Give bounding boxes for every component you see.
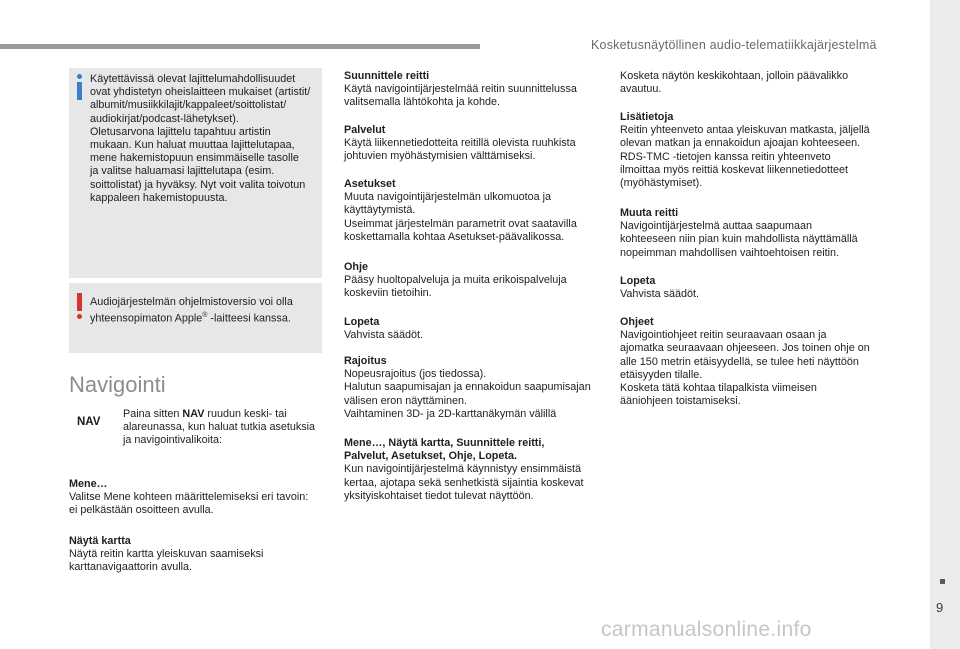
watermark: carmanualsonline.info [601, 618, 812, 641]
section-marker [940, 579, 945, 584]
section-lopeta-2: Lopeta Vahvista säädöt. [620, 275, 700, 301]
page-edge-band [930, 0, 960, 649]
nav-intro-text: Paina sitten NAV ruudun keski- tai alareunassa, kun haluat tutkia asetuksia ja navigointivalikoita: [123, 408, 316, 447]
section-nayta-kartta: Näytä kartta Näytä reitin kartta yleiskuvan saamiseksi karttanavigaattorin avulla. [69, 535, 264, 574]
warning-box-text: Audiojärjestelmän ohjelmistoversio voi olla yhteensopimaton Apple® -laitteesi kanssa. [90, 296, 293, 325]
nav-key-label: NAV [77, 416, 101, 428]
section-rajoitus: Rajoitus Nopeusrajoitus (jos tiedossa). Halutun saapumisajan ja ennakoidun saapumisajan välisen eron näyttäminen. Vaihtaminen 3D- ja 2D-karttanäkymän välillä [344, 355, 591, 420]
section-lisatietoja: Lisätietoja Reitin yhteenveto antaa yleiskuvan matkasta, jäljellä olevan matkan ja ennakoidun ajoajan kohteeseen. RDS-TMC -tietojen kanssa reitin yhteenveto ilmoittaa myös reittiä koskevat liikennetiedotteet (myöhästymiset). [620, 111, 870, 190]
section-muuta-reitti: Muuta reitti Navigointijärjestelmä auttaa saapumaan kohteeseen niin pian kuin mahdollista näyttämällä nopeimman mahdollisen vaihtoehtoisen reitin. [620, 207, 858, 259]
section-kosketa: Kosketa näytön keskikohtaan, jolloin päävalikko avautuu. [620, 70, 849, 96]
section-mene: Mene… Valitse Mene kohteen määrittelemiseksi eri tavoin: ei pelkästään osoitteen avulla. [69, 478, 309, 517]
section-suunnittele-reitti: Suunnittele reitti Käytä navigointijärjestelmää reitin suunnittelussa valitsemalla lähtökohta ja kohde. [344, 70, 577, 109]
page-number: 9 [936, 600, 944, 615]
section-ohjeet: Ohjeet Navigointiohjeet reitin seuraavaan osaan ja ajomatka seuraavaan ohjeeseen. Jos toinen ohje on alle 150 metrin etäisyydellä, se tulee heti näyttöön etäisyyden tilalle. Kosketa tätä kohtaa tilapalkista viimeisen ääniohjeen toistamiseksi. [620, 316, 870, 408]
section-asetukset: Asetukset Muuta navigointijärjestelmän ulkomuotoa ja käyttäytymistä. Useimmat järjestelmän parametrit ovat saatavilla koskettamalla kohtaa Asetukset-päävalikossa. [344, 178, 577, 243]
page-header-title: Kosketusnäytöllinen audio-telematiikkajärjestelmä [591, 38, 877, 52]
info-box-text: Käytettävissä olevat lajittelumahdollisuudet ovat yhdistetyn oheislaitteen mukaiset (artistit/ albumit/musiikkilajit/kappaleet/soittolistat/ audiokirjat/podcast-lähetykset). Oletusarvona lajittelu tapahtuu artistin mukaan. Kun haluat muuttaa lajittelutapaa, mene hakemistopuun ensimmäiselle tasolle ja valitse haluamasi lajittelutapa (esim. soittolistat) ja hyväksy. Nyt voit valita toivotun kappaleen hakemistopuusta. [90, 73, 311, 204]
section-summary: Mene…, Näytä kartta, Suunnittele reitti, Palvelut, Asetukset, Ohje, Lopeta. Kun navigointijärjestelmä käynnistyy ensimmäistä kertaa, ajotapa sekä senhetkistä sijaintia koskevat yksityiskohtaiset tiedot tulevat näyttöön. [344, 437, 584, 502]
warning-icon [77, 293, 82, 319]
section-palvelut: Palvelut Käytä liikennetiedotteita reitillä olevista ruuhkista johtuvien myöhästymisien välttämiseksi. [344, 124, 576, 163]
header-rule [0, 44, 480, 49]
section-ohje: Ohje Pääsy huoltopalveluja ja muita erikoispalveluja koskeviin tietoihin. [344, 261, 567, 300]
section-lopeta-1: Lopeta Vahvista säädöt. [344, 316, 424, 342]
info-icon [77, 74, 82, 100]
section-title: Navigointi [69, 372, 166, 397]
